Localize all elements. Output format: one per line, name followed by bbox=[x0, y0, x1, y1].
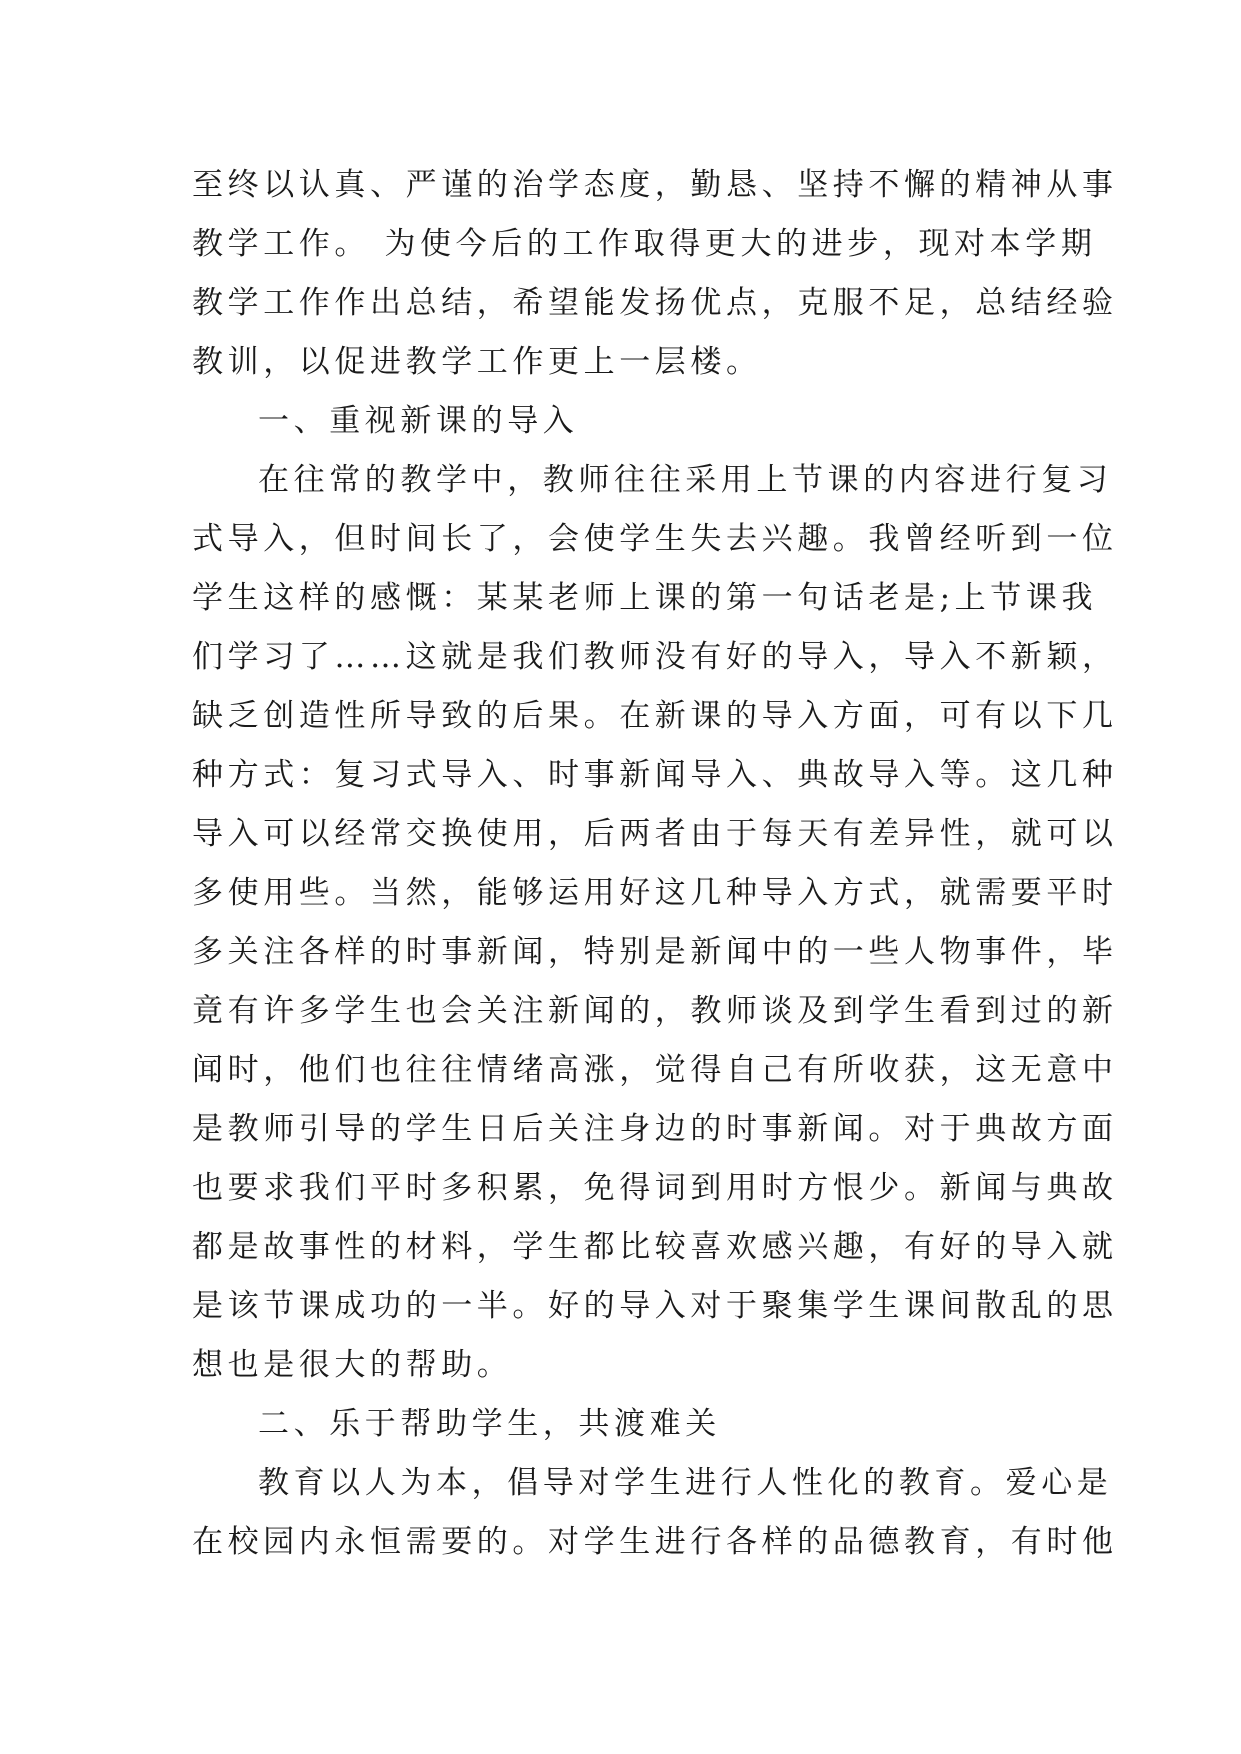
paragraph-line: 多关注各样的时事新闻，特别是新闻中的一些人物事件，毕 bbox=[192, 934, 1118, 970]
paragraph-line: 学生这样的感慨：某某老师上课的第一句话老是;上节课我 bbox=[192, 580, 1098, 616]
paragraph-line: 导入可以经常交换使用，后两者由于每天有差异性，就可以 bbox=[192, 816, 1118, 852]
paragraph-line: 在往常的教学中，教师往往采用上节课的内容进行复习 bbox=[258, 462, 1113, 498]
paragraph-line: 缺乏创造性所导致的后果。在新课的导入方面，可有以下几 bbox=[192, 698, 1118, 734]
section-heading: 二、乐于帮助学生，共渡难关 bbox=[258, 1406, 721, 1442]
paragraph-line: 在校园内永恒需要的。对学生进行各样的品德教育，有时他 bbox=[192, 1524, 1118, 1560]
paragraph-line: 也要求我们平时多积累，免得词到用时方恨少。新闻与典故 bbox=[192, 1170, 1118, 1206]
paragraph-line: 式导入，但时间长了，会使学生失去兴趣。我曾经听到一位 bbox=[192, 521, 1118, 557]
paragraph-line: 教育以人为本，倡导对学生进行人性化的教育。爱心是 bbox=[258, 1465, 1113, 1501]
paragraph-line: 多使用些。当然，能够运用好这几种导入方式，就需要平时 bbox=[192, 875, 1118, 911]
paragraph-line: 是教师引导的学生日后关注身边的时事新闻。对于典故方面 bbox=[192, 1111, 1118, 1147]
paragraph-line: 种方式：复习式导入、时事新闻导入、典故导入等。这几种 bbox=[192, 757, 1118, 793]
paragraph-line: 是该节课成功的一半。好的导入对于聚集学生课间散乱的思 bbox=[192, 1288, 1118, 1324]
paragraph-line: 教学工作作出总结，希望能发扬优点，克服不足，总结经验 bbox=[192, 285, 1118, 321]
paragraph-line: 至终以认真、严谨的治学态度，勤恳、坚持不懈的精神从事 bbox=[192, 167, 1118, 203]
paragraph-line: 闻时，他们也往往情绪高涨，觉得自己有所收获，这无意中 bbox=[192, 1052, 1118, 1088]
paragraph-line: 都是故事性的材料，学生都比较喜欢感兴趣，有好的导入就 bbox=[192, 1229, 1118, 1265]
section-heading: 一、重视新课的导入 bbox=[258, 403, 579, 439]
paragraph-line: 竟有许多学生也会关注新闻的，教师谈及到学生看到过的新 bbox=[192, 993, 1118, 1029]
paragraph-line: 教学工作。 为使今后的工作取得更大的进步，现对本学期 bbox=[192, 226, 1097, 262]
paragraph-line: 们学习了……这就是我们教师没有好的导入，导入不新颖， bbox=[192, 639, 1118, 675]
paragraph-line: 想也是很大的帮助。 bbox=[192, 1347, 513, 1383]
paragraph-line: 教训，以促进教学工作更上一层楼。 bbox=[192, 344, 762, 380]
